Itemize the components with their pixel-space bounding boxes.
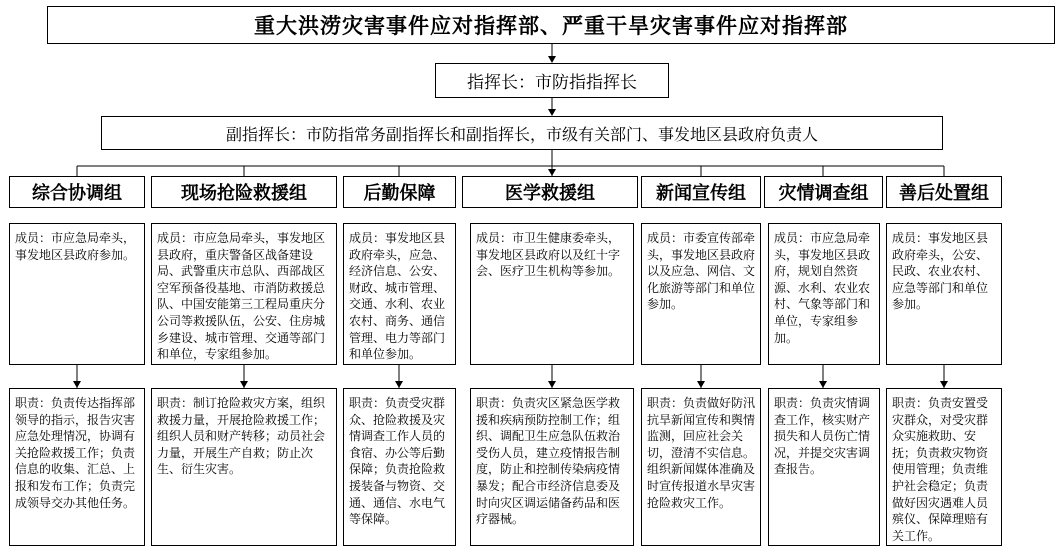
group-header-medical: 医学救援组 <box>462 176 638 208</box>
group-header-investigation: 灾情调查组 <box>764 176 883 208</box>
members-rescue: 成员：市应急局牵头，事发地区县政府，重庆警备区战备建设局、武警重庆市总队、西部战区空军预备役基地、市消防救援总队、中国安能第三工程局重庆分公司等救援队伍，公安、住房城乡建设、城市管理、交通等部门和单位，专家组参加。 <box>151 223 337 365</box>
members-investigation: 成员：市应急局牵头，事发地区县政府，规划自然资源、水利、农业农村、气象等部门和单位，专家组参加。 <box>768 223 880 365</box>
members-medical: 成员：市卫生健康委牵头，事发地区县政府以及红十字会、医疗卫生机构等参加。 <box>470 223 634 365</box>
duties-coordination: 职责：负责传达指挥部领导的指示，报告灾害应急处理情况，协调有关抢险救援工作；负责信息的收集、汇总、上报和发布工作；负责完成领导交办其他任务。 <box>9 388 145 546</box>
members-publicity: 成员：市委宣传部牵头，事发地区县政府以及应急、网信、文化旅游等部门和单位参加。 <box>641 223 761 365</box>
deputy-commander-box: 副指挥长：市防指常务副指挥长和副指挥长，市级有关部门、事发地区县政府负责人 <box>101 116 943 150</box>
arrowhead-groups <box>548 169 556 176</box>
arrowhead-commander <box>548 56 556 63</box>
commander-box: 指挥长：市防指指挥长 <box>435 63 669 98</box>
group-header-logistics: 后勤保障 <box>343 176 456 208</box>
group-header-publicity: 新闻宣传组 <box>641 176 761 208</box>
members-coordination: 成员：市应急局牵头，事发地区县政府参加。 <box>9 223 145 365</box>
headquarters-title: 重大洪涝灾害事件应对指挥部、严重干旱灾害事件应对指挥部 <box>47 6 1055 44</box>
duties-publicity: 职责：负责做好防汛抗旱新闻宣传和舆情监测，回应社会关切，澄清不实信息。组织新闻媒体准确及时宣传报道水旱灾害抢险救灾工作。 <box>641 388 761 546</box>
duties-logistics: 职责：负责受灾群众、抢险救援及灾情调查工作人员的食宿、办公等后勤保障；负责抢险救援装备与物资、交通、通信、水电气等保障。 <box>343 388 456 546</box>
duties-aftermath: 职责：负责安置受灾群众，对受灾群众实施救助、安抚；负责救灾物资使用管理；负责维护社会稳定；负责做好因灾遇难人员殡仪、保障理赔有关工作。 <box>886 388 1002 546</box>
members-aftermath: 成员：事发地区县政府牵头，公安、民政、农业农村、应急等部门和单位参加。 <box>886 223 1002 365</box>
duties-investigation: 职责：负责灾情调查工作，核实财产损失和人员伤亡情况，并提交灾害调查报告。 <box>768 388 880 546</box>
arrowhead-deputy <box>548 109 556 116</box>
group-header-coordination: 综合协调组 <box>9 176 145 208</box>
group-header-rescue: 现场抢险救援组 <box>151 176 337 208</box>
duties-medical: 职责：负责灾区紧急医学救援和疾病预防控制工作；组织、调配卫生应急队伍救治受伤人员，建立疫情报告制度，防止和控制传染病疫情暴发；配合市经济信息委及时向灾区调运储备药品和医疗器械。 <box>470 388 634 546</box>
duties-rescue: 职责：制订抢险救灾方案，组织救援力量，开展抢险救援工作；组织人员和财产转移；动员社会力量，开展生产自救；防止次生、衍生灾害。 <box>151 388 337 546</box>
members-logistics: 成员：事发地区县政府牵头，应急、经济信息、公安、财政、城市管理、交通、水利、农业农村、商务、通信管理、电力等部门和单位参加。 <box>343 223 456 365</box>
group-header-aftermath: 善后处置组 <box>886 176 1002 208</box>
